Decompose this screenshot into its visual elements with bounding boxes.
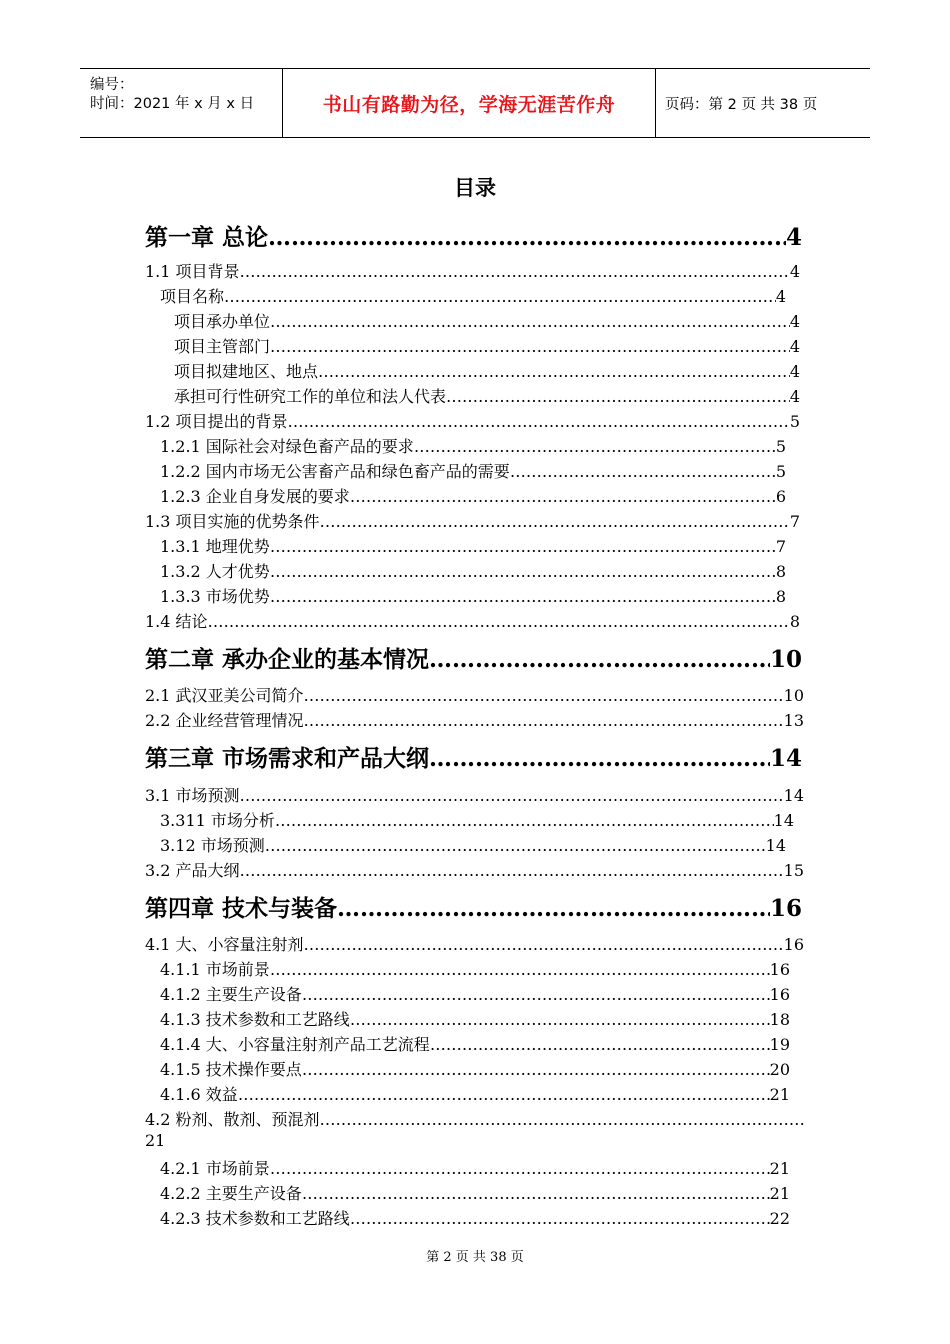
toc-entry-title: 1.3.1 地理优势: [160, 537, 270, 556]
toc-entry-title: 4.1.2 主要生产设备: [160, 985, 302, 1004]
toc-entry-page: 6: [775, 487, 786, 506]
toc-leader-dots: [270, 337, 790, 356]
toc-entry[interactable]: [145, 708, 804, 730]
toc-entry[interactable]: [160, 584, 786, 606]
toc-entry[interactable]: [145, 683, 804, 705]
toc-entry-page: 14: [769, 745, 802, 772]
time-label: 时间：2021 年 x 月 x 日: [90, 96, 255, 112]
toc-leader-dots: [320, 1110, 806, 1129]
page-footer: 第 2 页 共 38 页: [426, 1250, 524, 1265]
toc-entry-title: 4.2.1 市场前景: [160, 1159, 270, 1178]
toc-entry[interactable]: [160, 534, 786, 556]
toc-leader-dots: [240, 786, 784, 805]
toc-entry-page: 10: [769, 646, 802, 673]
toc-entry[interactable]: [174, 309, 800, 331]
toc-entry-page: 4: [789, 262, 800, 281]
toc-entry-page: 7: [789, 512, 800, 531]
toc-entry-title: 4.1.3 技术参数和工艺路线: [160, 1010, 350, 1029]
toc-leader-dots: [275, 811, 774, 830]
toc-entry-page: 4: [789, 362, 800, 381]
toc-leader-dots: [270, 960, 770, 979]
toc-entry-page: 21: [769, 1159, 790, 1178]
toc-entry-page: 16: [783, 935, 804, 954]
toc-entry-page: 8: [775, 587, 786, 606]
toc-entry[interactable]: [160, 284, 786, 306]
toc-leader-dots: [265, 836, 766, 855]
toc-entry[interactable]: [160, 484, 786, 506]
toc-entry[interactable]: [145, 858, 804, 880]
toc-entry-title: 第二章 承办企业的基本情况: [145, 647, 430, 673]
toc-entry-page: 10: [783, 686, 804, 705]
toc-entry[interactable]: [160, 1156, 790, 1178]
toc-chapter-entry[interactable]: [145, 641, 802, 673]
toc-entry[interactable]: [160, 559, 786, 581]
toc-entry-title: 4.1.1 市场前景: [160, 960, 270, 979]
toc-leader-dots: [414, 437, 776, 456]
toc-leader-dots: [337, 895, 770, 922]
motto-text: 书山有路勤为径，学海无涯苦作舟: [322, 93, 616, 116]
toc-entry-title: 4.1.4 大、小容量注射剂产品工艺流程: [160, 1035, 430, 1054]
toc-entry[interactable]: [145, 932, 804, 954]
toc-leader-dots: [208, 612, 790, 631]
toc-leader-dots: [318, 362, 790, 381]
toc-entry[interactable]: [160, 434, 786, 456]
toc-entry-title: 1.3.3 市场优势: [160, 587, 270, 606]
toc-chapter-entry[interactable]: [145, 740, 802, 772]
toc-leader-dots: [429, 745, 770, 772]
toc-leader-dots: [350, 1209, 770, 1228]
toc-entry-page: 14: [773, 811, 794, 830]
toc-leader-dots: [270, 312, 790, 331]
page-info: 页码：第 2 页 共 38 页: [665, 96, 818, 113]
toc-entry-page: 14: [783, 786, 804, 805]
toc-entry[interactable]: [160, 833, 786, 855]
toc-entry[interactable]: [145, 609, 800, 631]
toc-entry-title: 1.2 项目提出的背景: [145, 412, 288, 431]
toc-entry-title: 1.2.1 国际社会对绿色畜产品的要求: [160, 437, 414, 456]
toc-entry-page: 16: [769, 895, 802, 922]
toc-entry-title: 3.311 市场分析: [160, 811, 275, 830]
toc-entry[interactable]: [160, 1057, 790, 1079]
toc-entry-page: 4: [775, 287, 786, 306]
toc-entry-page: 4: [789, 387, 800, 406]
toc-entry-title: 1.3 项目实施的优势条件: [145, 512, 320, 531]
toc-entry-title: 1.4 结论: [145, 612, 208, 631]
toc-entry-page: 14: [765, 836, 786, 855]
toc-entry-title: 4.2.3 技术参数和工艺路线: [160, 1209, 350, 1228]
toc-entry-title: 第一章 总论: [145, 225, 269, 251]
toc-leader-dots: [302, 1184, 770, 1203]
toc-entry[interactable]: [174, 359, 800, 381]
toc-entry[interactable]: [160, 1007, 790, 1029]
toc-entry-page: 20: [769, 1060, 790, 1079]
toc-entry-page: 21: [769, 1184, 790, 1203]
toc-entry-title: 1.1 项目背景: [145, 262, 240, 281]
toc-entry-title: 第三章 市场需求和产品大纲: [145, 746, 430, 772]
toc-entry-page: 5: [789, 412, 800, 431]
toc-entry-page: 5: [775, 437, 786, 456]
toc-entry-page: 4: [789, 312, 800, 331]
toc-entry-page: 16: [769, 960, 790, 979]
toc-leader-dots: [304, 935, 784, 954]
toc-entry-page: 18: [769, 1010, 790, 1029]
toc-entry-title: 第四章 技术与装备: [145, 896, 338, 922]
toc-entry[interactable]: [145, 509, 800, 531]
toc-entry[interactable]: [160, 808, 794, 830]
toc-entry-title: 1.2.2 国内市场无公害畜产品和绿色畜产品的需要: [160, 462, 510, 481]
toc-leader-dots: [270, 562, 776, 581]
toc-entry[interactable]: [145, 409, 800, 431]
toc-entry-page: 21: [145, 1131, 166, 1150]
toc-entry[interactable]: [160, 1082, 790, 1104]
toc-leader-dots: [430, 1035, 770, 1054]
toc-entry-page: 15: [783, 861, 804, 880]
toc-entry[interactable]: [160, 1206, 790, 1228]
toc-entry[interactable]: [174, 384, 800, 406]
toc-leader-dots: [429, 646, 770, 673]
toc-entry-page: 13: [783, 711, 804, 730]
toc-entry[interactable]: [160, 982, 790, 1004]
toc-leader-dots: [446, 387, 790, 406]
toc-entry-title: 1.3.2 人才优势: [160, 562, 270, 581]
toc-entry-page: 4: [789, 337, 800, 356]
toc-entry-page: 21: [769, 1085, 790, 1104]
toc-entry-title: 3.2 产品大纲: [145, 861, 240, 880]
toc-leader-dots: [270, 1159, 770, 1178]
toc-entry[interactable]: [145, 783, 804, 805]
toc-entry-page: 8: [789, 612, 800, 631]
toc-entry-page: 5: [775, 462, 786, 481]
toc-entry-title: 4.1.5 技术操作要点: [160, 1060, 302, 1079]
toc-entry-title: 项目承办单位: [174, 312, 271, 331]
toc-leader-dots: [302, 1060, 770, 1079]
toc-leader-dots: [270, 587, 776, 606]
toc-leader-dots: [288, 412, 790, 431]
toc-entry-title: 1.2.3 企业自身发展的要求: [160, 487, 350, 506]
toc-chapter-entry[interactable]: [145, 219, 802, 251]
toc-entry[interactable]: [160, 1181, 790, 1203]
toc-leader-dots: [224, 287, 776, 306]
toc-title: 目录: [454, 176, 496, 200]
toc-leader-dots: [270, 537, 776, 556]
toc-entry[interactable]: [145, 1107, 806, 1129]
toc-leader-dots: [302, 985, 770, 1004]
toc-leader-dots: [510, 462, 776, 481]
toc-leader-dots: [320, 512, 790, 531]
toc-entry-title: 4.1 大、小容量注射剂: [145, 935, 304, 954]
toc-entry[interactable]: [160, 957, 790, 979]
toc-entry-title: 项目名称: [160, 287, 225, 306]
toc-leader-dots: [304, 686, 784, 705]
toc-entry[interactable]: [160, 1032, 790, 1054]
number-label: 编号：: [90, 77, 134, 93]
toc-entry-title: 2.1 武汉亚美公司简介: [145, 686, 304, 705]
toc-entry[interactable]: [145, 259, 800, 281]
toc-entry-page: 19: [769, 1035, 790, 1054]
toc-entry-page: 8: [775, 562, 786, 581]
toc-entry-page: 7: [775, 537, 786, 556]
toc-chapter-entry[interactable]: [145, 890, 802, 922]
toc-entry-title: 3.12 市场预测: [160, 836, 265, 855]
toc-entry-title: 承担可行性研究工作的单位和法人代表: [174, 387, 447, 406]
toc-leader-dots: [350, 1010, 770, 1029]
toc-entry-page: 4: [785, 224, 802, 251]
toc-entry-title: 2.2 企业经营管理情况: [145, 711, 304, 730]
toc-leader-dots: [268, 224, 786, 251]
toc-leader-dots: [350, 487, 776, 506]
toc-entry-title: 4.1.6 效益: [160, 1085, 238, 1104]
toc-entry-page: 16: [769, 985, 790, 1004]
toc-leader-dots: [240, 262, 790, 281]
toc-entry-page: 22: [769, 1209, 790, 1228]
toc-entry[interactable]: [174, 334, 800, 356]
toc-entry-title: 3.1 市场预测: [145, 786, 240, 805]
toc-entry-title: 项目拟建地区、地点: [174, 362, 319, 381]
toc-entry-title: 4.2.2 主要生产设备: [160, 1184, 302, 1203]
toc-leader-dots: [304, 711, 784, 730]
toc-entry[interactable]: [160, 459, 786, 481]
toc-entry-title: 项目主管部门: [174, 337, 271, 356]
toc-leader-dots: [238, 1085, 770, 1104]
toc-leader-dots: [240, 861, 784, 880]
toc-entry-title: 4.2 粉剂、散剂、预混剂: [145, 1110, 320, 1129]
